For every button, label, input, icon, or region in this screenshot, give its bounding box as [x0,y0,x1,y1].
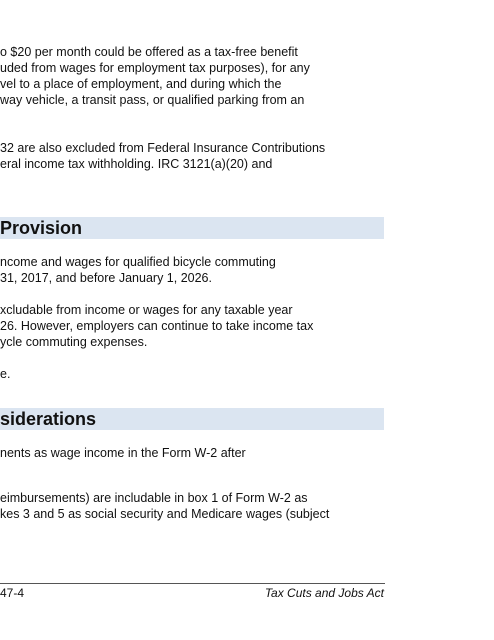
section-heading-text: siderations [0,409,97,429]
text-line: nents as wage income in the Form W-2 after [0,446,246,460]
text-line: uded from wages for employment tax purposes), for any [0,61,310,75]
text-line: ncome and wages for qualified bicycle commuting [0,255,276,269]
text-line: xcludable from income or wages for any taxable year [0,303,293,317]
text-line: 31, 2017, and before January 1, 2026. [0,271,212,285]
text-line: eral income tax withholding. IRC 3121(a)(20) and [0,157,273,171]
text-line: e. [0,367,11,381]
section-heading-considerations [0,408,384,430]
text-line: vel to a place of employment, and during which the [0,77,282,91]
text-line: kes 3 and 5 as social security and Medicare wages (subject [0,507,330,521]
text-line: 26. However, employers can continue to take income tax [0,319,314,333]
text-line: eimbursements) are includable in box 1 of Form W-2 as [0,491,308,505]
section-heading-text: Provision [0,218,83,238]
section-heading-provision [0,217,384,239]
text-line: 32 are also excluded from Federal Insurance Contributions [0,141,326,155]
text-line: o $20 per month could be offered as a tax-free benefit [0,45,298,59]
footer-page-reference: 47-4 [0,586,25,600]
text-line: ycle commuting expenses. [0,335,148,349]
text-line: way vehicle, a transit pass, or qualified parking from an [0,93,305,107]
footer-publication-title: Tax Cuts and Jobs Act [264,586,384,600]
footer-divider [0,583,385,584]
